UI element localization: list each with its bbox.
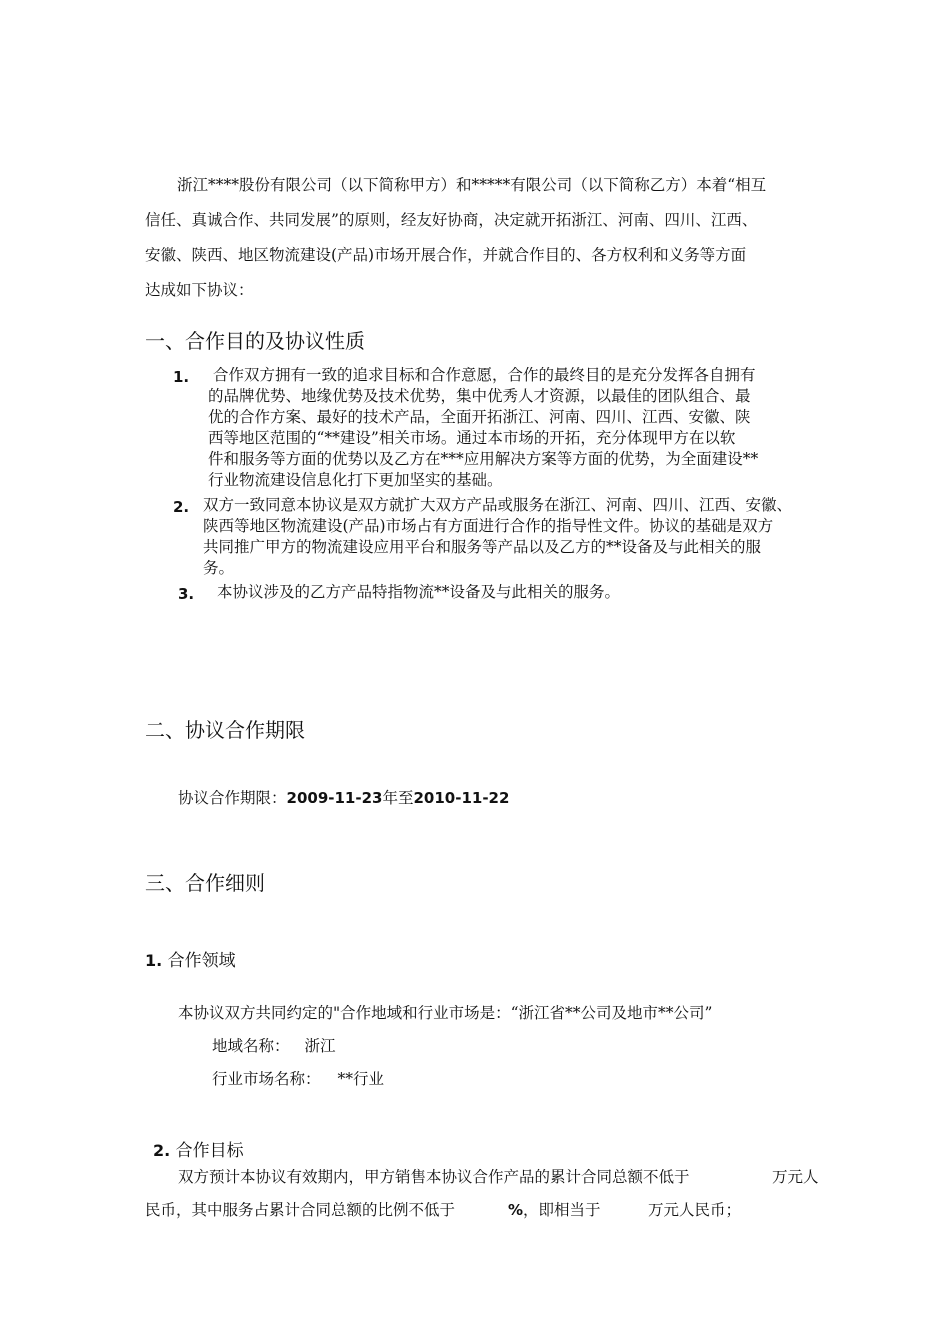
- target-line-2: [145, 1193, 455, 1228]
- term-start-date: 2009-11-23: [286, 789, 383, 807]
- agreement-line: 本协议双方共同约定的"合作地域和行业市场是：“浙江省**公司及地市**公司”: [178, 1004, 713, 1022]
- target-line2-unit: 万元人民币；: [648, 1201, 742, 1219]
- item2-line-2: 陕西等地区物流建设(产品)市场占有方面进行合作的指导性文件。协议的基础是双方: [203, 517, 774, 535]
- target-equivalent: ，即相当于: [523, 1201, 601, 1219]
- region-line: [212, 1029, 335, 1064]
- section1-heading: 一、合作目的及协议性质: [145, 329, 365, 353]
- sub2-heading: [153, 1136, 244, 1161]
- item1-line-3: 优的合作方案、最好的技术产品，全面开拓浙江、河南、四川、江西、安徽、陕: [208, 408, 751, 426]
- intro-line-1: 浙江****股份有限公司（以下简称甲方）和*****有限公司（以下简称乙方）本着“相互: [177, 176, 767, 194]
- sub1-title: 合作领域: [167, 951, 236, 971]
- target-line1-unit: 万元人: [772, 1168, 819, 1186]
- item2-line-1: 双方一致同意本协议是双方就扩大双方产品或服务在浙江、河南、四川、江西、安徽、: [203, 496, 793, 514]
- item3-number: 3.: [178, 585, 195, 603]
- item1-line-4: 西等地区范围的“**建设”相关市场。通过本市场的开拓，充分体现甲方在以软: [208, 429, 736, 447]
- sub1-number: 1.: [145, 951, 163, 970]
- market-value: **行业: [337, 1070, 384, 1088]
- target-line2-text: 民币，其中服务占累计合同总额的比例不低于: [145, 1201, 456, 1219]
- target-line-1: [178, 1160, 690, 1195]
- sub1-heading: [145, 946, 236, 971]
- term-year-to: 年至: [382, 789, 414, 807]
- term-line: [178, 781, 509, 816]
- item1-line-5: 件和服务等方面的优势以及乙方在***应用解决方案等方面的优势，为全面建设**: [208, 450, 759, 468]
- item1-line-1: 合作双方拥有一致的追求目标和合作意愿，合作的最终目的是充分发挥各自拥有: [213, 366, 756, 384]
- section3-heading: 三、合作细则: [145, 871, 265, 895]
- item1-text: [208, 365, 759, 491]
- target-percent: %: [508, 1201, 524, 1219]
- item3-text: 本协议涉及的乙方产品特指物流**设备及与此相关的服务。: [217, 583, 621, 601]
- target-line2-tail: [508, 1193, 601, 1228]
- sub2-title: 合作目标: [175, 1141, 244, 1161]
- section2-heading: 二、协议合作期限: [145, 718, 305, 742]
- item2-number: 2.: [173, 498, 190, 516]
- market-label: 行业市场名称：: [212, 1070, 321, 1088]
- item2-line-4: 务。: [203, 559, 235, 577]
- item1-number: 1.: [173, 368, 190, 386]
- intro-line-3: 安徽、陕西、地区物流建设(产品)市场开展合作，并就合作目的、各方权利和义务等方面: [145, 246, 747, 264]
- term-end-date: 2010-11-22: [413, 789, 510, 807]
- target-line1-text: 双方预计本协议有效期内，甲方销售本协议合作产品的累计合同总额不低于: [178, 1168, 690, 1186]
- region-label: 地域名称：: [212, 1037, 290, 1055]
- market-line: [212, 1062, 384, 1097]
- intro-paragraph: [145, 168, 766, 308]
- intro-line-2: 信任、真诚合作、共同发展”的原则，经友好协商，决定就开拓浙江、河南、四川、江西、: [145, 211, 758, 229]
- term-label: 协议合作期限：: [178, 789, 287, 807]
- item1-line-2: 的品牌优势、地缘优势及技术优势，集中优秀人才资源，以最佳的团队组合、最: [208, 387, 751, 405]
- item2-text: [203, 495, 792, 579]
- intro-line-4: 达成如下协议：: [145, 281, 254, 299]
- item2-line-3: 共同推广甲方的物流建设应用平台和服务等产品以及乙方的**设备及与此相关的服: [203, 538, 762, 556]
- region-value: 浙江: [304, 1037, 336, 1055]
- sub2-number: 2.: [153, 1141, 171, 1160]
- item1-line-6: 行业物流建设信息化打下更加坚实的基础。: [208, 471, 503, 489]
